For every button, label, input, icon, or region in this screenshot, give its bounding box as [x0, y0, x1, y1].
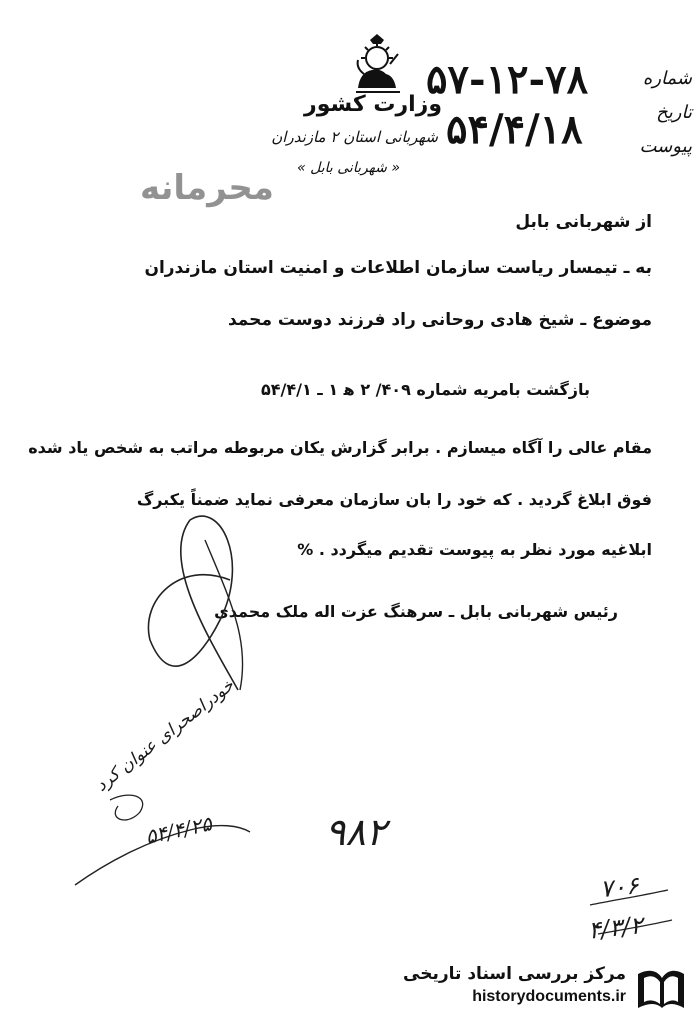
handwritten-margin-note: خودراصحرای عنوان کرد: [92, 675, 239, 796]
letter-number: ۵۷-۱۲-۷۸: [426, 56, 589, 103]
watermark-url: historydocuments.ir: [472, 988, 626, 1005]
attachment-label: پیوست: [639, 136, 692, 157]
watermark-name: مرکز بررسی اسناد تاریخی: [403, 964, 626, 984]
body-paragraph-2: فوق ابلاغ گردید . که خود را بان سازمان معرفی نماید ضمناً یکبرگ: [136, 490, 652, 509]
confidential-stamp: محرمانه: [140, 168, 274, 208]
body-paragraph-3: ابلاغیه مورد نظر به پیوست تقدیم میگردد . %: [297, 540, 652, 559]
province-police-line: شهربانی استان ۲ مازندران: [271, 128, 438, 146]
ministry-name: وزارت کشور: [304, 92, 442, 117]
archive-watermark: [403, 962, 692, 1014]
letter-date: ۵۴/۴/۱۸: [446, 106, 583, 153]
city-police-line: « شهربانی بابل »: [297, 160, 400, 176]
handwritten-corner-note: [582, 865, 645, 950]
handwritten-margin-date: ۵۴/۴/۲۵: [143, 811, 214, 849]
reference-line: بازگشت بامریه شماره ۴۰۹/ ۲ ه‍ ۱ ـ ۵۴/۴/۱: [260, 380, 590, 399]
corner-note-line-2: ۴/۳/۲: [586, 911, 645, 945]
subject-line: موضوع ـ شیخ هادی روحانی راد فرزند دوست محمد: [227, 310, 652, 330]
body-paragraph-1: مقام عالی را آگاه میسازم . برابر گزارش یکان مربوطه مراتب به شخص یاد شده: [28, 438, 652, 457]
number-label: شماره: [642, 68, 692, 89]
to-line: به ـ تیمسار ریاست سازمان اطلاعات و امنیت استان مازندران: [144, 258, 652, 278]
corner-note-line-1: ۷۰۶: [598, 871, 641, 904]
date-label: تاریخ: [656, 102, 692, 123]
from-line: از شهربانی بابل: [515, 212, 652, 232]
handwritten-file-number: ۹۸۲: [325, 810, 387, 854]
signature-line: رئیس شهربانی بابل ـ سرهنگ عزت اله ملک محمدی: [214, 602, 618, 621]
archive-logo-icon: [634, 964, 688, 1012]
